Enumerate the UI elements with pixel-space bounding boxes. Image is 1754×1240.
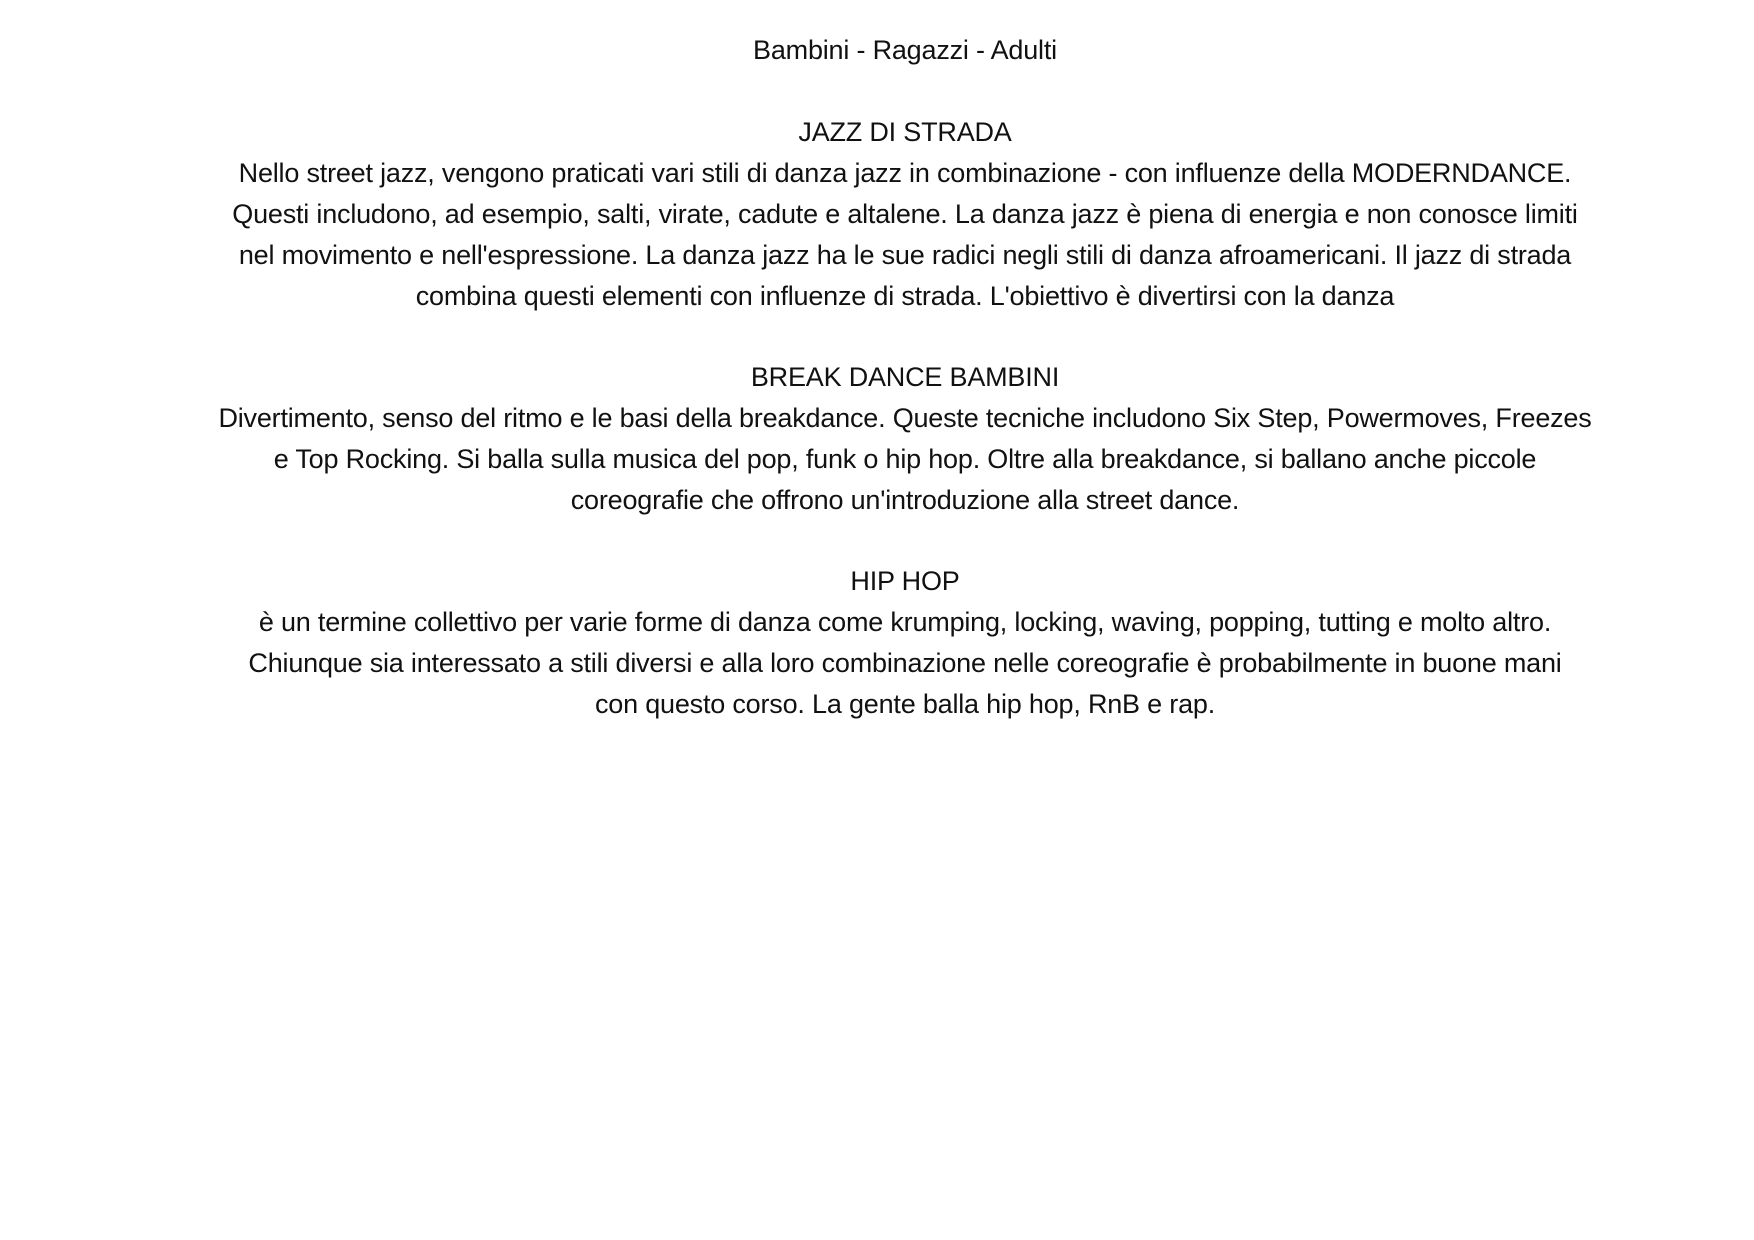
paragraph-line: coreografie che offrono un'introduzione alla street dance. xyxy=(570,485,1240,515)
paragraph-line: con questo corso. La gente balla hip hop, RnB e rap. xyxy=(594,689,1216,719)
paragraph-line: Questi includono, ad esempio, salti, virate, cadute e altalene. La danza jazz è piena di energia e non conosce limiti xyxy=(232,199,1578,229)
section-hip-hop xyxy=(100,561,1710,725)
audience-text: Bambini - Ragazzi - Adulti xyxy=(753,35,1057,65)
section-break-dance-bambini xyxy=(100,357,1710,521)
paragraph-line: nel movimento e nell'espressione. La danza jazz ha le sue radici negli stili di danza afroamericani. Il jazz di strada xyxy=(238,240,1572,270)
paragraph-line: e Top Rocking. Si balla sulla musica del pop, funk o hip hop. Oltre alla breakdance, si ballano anche piccole xyxy=(273,444,1537,474)
section-heading: JAZZ DI STRADA xyxy=(798,117,1012,147)
paragraph-line: Chiunque sia interessato a stili diversi e alla loro combinazione nelle coreografie è probabilmente in buone mani xyxy=(248,648,1562,678)
paragraph-line: è un termine collettivo per varie forme di danza come krumping, locking, waving, popping, tutting e molto altro. xyxy=(258,607,1552,637)
paragraph-line: combina questi elementi con influenze di strada. L'obiettivo è divertirsi con la danza xyxy=(415,281,1395,311)
section-jazz-di-strada xyxy=(100,112,1710,317)
section-heading: BREAK DANCE BAMBINI xyxy=(750,362,1060,392)
audience-line xyxy=(100,30,1710,71)
paragraph-line: Divertimento, senso del ritmo e le basi della breakdance. Queste tecniche includono Six Step, Powermoves, Freezes xyxy=(218,403,1592,433)
paragraph-line: Nello street jazz, vengono praticati vari stili di danza jazz in combinazione - con influenze della MODERNDANCE. xyxy=(238,158,1572,188)
section-heading: HIP HOP xyxy=(850,566,960,596)
